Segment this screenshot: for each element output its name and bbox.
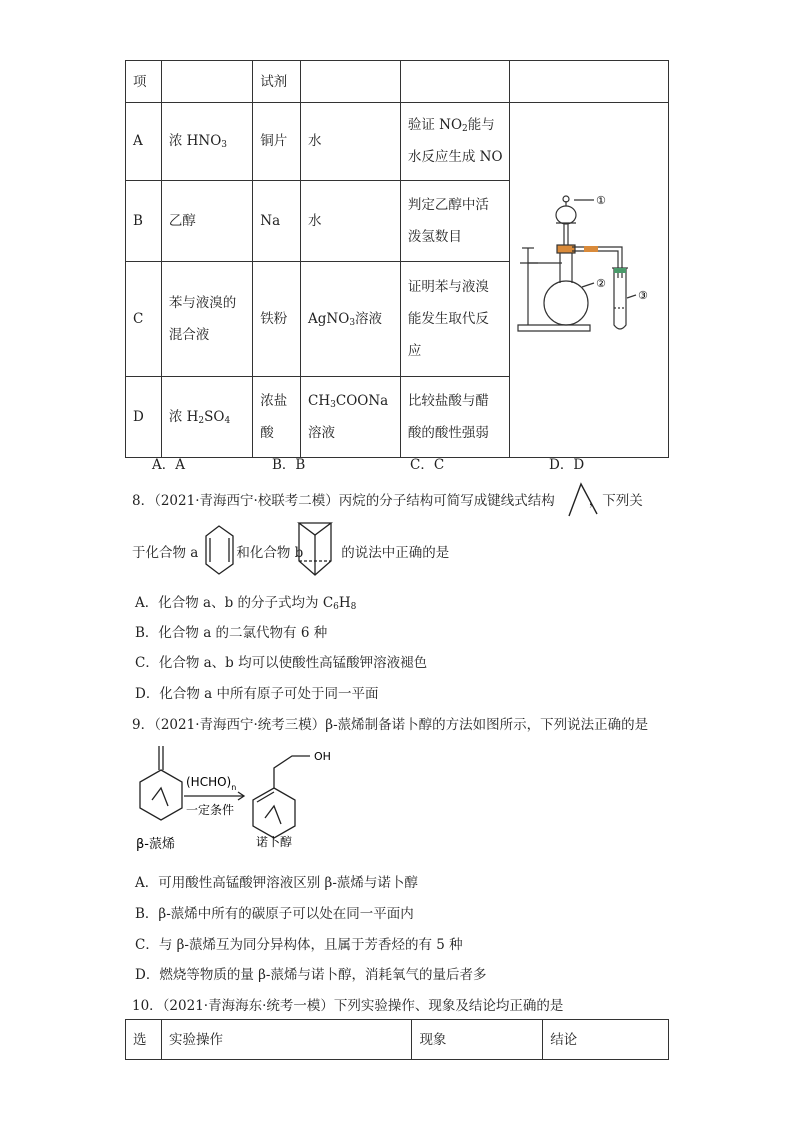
q8-option-c[interactable]: C．化合物 a、b 均可以使酸性高锰酸钾溶液褪色	[135, 655, 428, 671]
condition-label: 一定条件	[186, 803, 235, 817]
q9-option-c[interactable]: C．与 β-蒎烯互为同分异构体，且属于芳香烃的有 5 种	[135, 937, 463, 953]
header-cell	[301, 61, 401, 103]
header-cell: 结论	[543, 1020, 669, 1060]
reagent-cell: AgNO$_3$溶液	[301, 261, 401, 376]
purpose-cell: 证明苯与液溴 能发生取代反 应	[400, 261, 509, 376]
header-cell	[400, 61, 509, 103]
reagent-cell: Na	[253, 180, 301, 261]
reagent-cell: $CH_3COONa$ 溶液	[301, 377, 401, 458]
reagent-cell: 浓盐 酸	[253, 377, 301, 458]
q9-stem: 9．（2021·青海西宁·统考三模）β-蒎烯制备诺卜醇的方法如图所示，下列说法正确的是	[132, 717, 649, 733]
header-cell	[509, 61, 668, 103]
option-b[interactable]: B．B	[272, 457, 306, 473]
oh-label: OH	[314, 750, 331, 763]
row-key: D	[126, 377, 162, 458]
purpose-cell: 比较盐酸与醋 酸的酸性强弱	[400, 377, 509, 458]
header-cell: 选	[126, 1020, 162, 1060]
q10-table	[125, 1019, 669, 1060]
reagent-cell: 浓 $H_2SO_4$	[161, 377, 252, 458]
beta-pinene-name: β-蒎烯	[136, 837, 175, 852]
compound-b-structure	[296, 517, 334, 581]
reagent-cell: 浓 $HNO_3$	[161, 103, 252, 181]
table-header-row	[126, 61, 669, 103]
reagent-label: $(HCHO)_n$	[186, 775, 237, 792]
q8-option-d[interactable]: D．化合物 a 中所有原子可处于同一平面	[135, 686, 379, 702]
reagent-cell: 乙醇	[161, 180, 252, 261]
apparatus-cell	[509, 103, 668, 458]
purpose-cell: 判定乙醇中活 泼氢数目	[400, 180, 509, 261]
header-cell: 项	[126, 61, 162, 103]
table-row	[126, 103, 669, 181]
option-c[interactable]: C．C	[410, 457, 445, 473]
reagent-cell: 铁粉	[253, 261, 301, 376]
q8-stem: 8．（2021·青海西宁·校联考二模）丙烷的分子结构可简写成键线式结构 ，下列关	[132, 493, 643, 509]
q9-option-a[interactable]: A．可用酸性高锰酸钾溶液区别 β-蒎烯与诺卜醇	[135, 875, 418, 891]
propane-skeletal-icon	[565, 480, 601, 518]
row-key: C	[126, 261, 162, 376]
row-key: A	[126, 103, 162, 181]
table-header-row	[126, 1020, 669, 1060]
q8-line2: 于化合物 a 和化合物 b 的说法中正确的是	[132, 545, 450, 561]
reagent-cell: 苯与液溴的 混合液	[161, 261, 252, 376]
label-3: ③	[637, 289, 648, 302]
reagent-cell: 水	[301, 180, 401, 261]
reagent-cell: 水	[301, 103, 401, 181]
header-cell: 试剂	[253, 61, 301, 103]
purpose-cell: 验证 $NO_2$能与 水反应生成 NO	[400, 103, 509, 181]
header-cell	[161, 61, 252, 103]
q9-option-d[interactable]: D．燃烧等物质的量 β-蒎烯与诺卜醇，消耗氧气的量后者多	[135, 967, 487, 983]
label-2: ②	[595, 277, 606, 290]
q9-reaction-scheme	[128, 742, 368, 860]
q10-stem: 10．（2021·青海海东·统考一模）下列实验操作、现象及结论均正确的是	[132, 998, 564, 1014]
header-cell: 实验操作	[161, 1020, 411, 1060]
q8-option-a[interactable]: A．化合物 a、b 的分子式均为 $C_6H_8$	[135, 595, 357, 612]
q8-option-b[interactable]: B．化合物 a 的二氯代物有 6 种	[135, 625, 328, 641]
header-cell: 现象	[412, 1020, 543, 1060]
row-key: B	[126, 180, 162, 261]
label-1: ①	[595, 194, 606, 207]
apparatus-diagram	[510, 103, 668, 445]
q9-option-b[interactable]: B．β-蒎烯中所有的碳原子可以处在同一平面内	[135, 906, 414, 922]
nopol-name: 诺卜醇	[256, 835, 293, 849]
reagent-cell: 铜片	[253, 103, 301, 181]
compound-a-structure	[200, 522, 238, 578]
reagent-table	[125, 60, 669, 458]
option-a[interactable]: A．A	[152, 457, 185, 473]
option-d[interactable]: D．D	[549, 457, 585, 473]
